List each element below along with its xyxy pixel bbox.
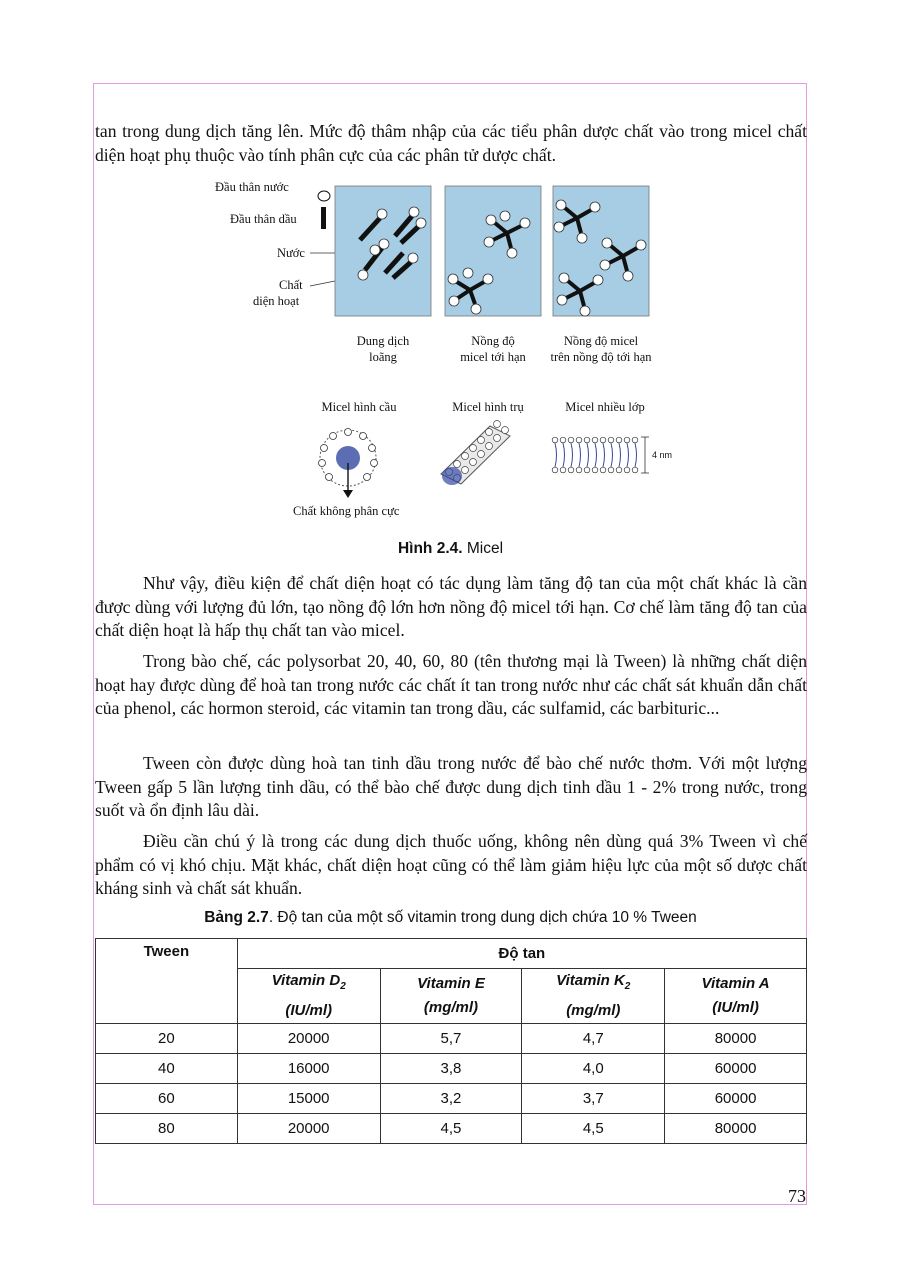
label-cmc-2: micel tới hạn — [460, 350, 526, 364]
cell: 80000 — [665, 1024, 807, 1054]
header-vitamin-e: Vitamin E (mg/ml) — [380, 969, 522, 1024]
table-row — [96, 1054, 807, 1084]
paragraph-intro: tan trong dung dịch tăng lên. Mức độ thâm nhập của các tiểu phân dược chất vào trong micel chất diện hoạt phụ thuộc vào tính phân cực của các phân tử dược chất. — [95, 121, 807, 165]
legend-hydrophilic: Đầu thân nước — [215, 180, 289, 194]
header-tween: Tween — [96, 939, 238, 1024]
paragraph-caution: Điều cần chú ý là trong các dung dịch thuốc uống, không nên dùng quá 3% Tween vì chế phẩm có vị khó chịu. Mặt khác, chất diện hoạt cũng có thể làm giảm hiệu lực của một số dược chất kháng sinh và chất sát khuẩn. — [95, 831, 807, 898]
cell: 80000 — [665, 1114, 807, 1144]
header-vitamin-k2: Vitamin $K_2$ (mg/ml) — [522, 969, 665, 1024]
label-lamellar: Micel nhiều lớp — [565, 400, 645, 414]
cell: 20 — [96, 1024, 238, 1054]
cell: 40 — [96, 1054, 238, 1084]
label-dilute-2: loãng — [369, 350, 397, 364]
label-cmc-1: Nồng độ — [471, 334, 515, 348]
cell: 80 — [96, 1114, 238, 1144]
micelle-figure — [205, 178, 710, 530]
legend-water: Nước — [277, 246, 305, 260]
cell: 60 — [96, 1084, 238, 1114]
label-dilute-1: Dung dịch — [356, 334, 410, 348]
vitamin-solubility-table — [95, 938, 807, 1144]
lamellar-micelle — [552, 437, 672, 473]
legend-surfactant-1: Chất — [279, 278, 303, 292]
cell: 20000 — [237, 1024, 380, 1054]
legend-surfactant-2: diện hoạt — [253, 294, 300, 308]
panel-dilute — [335, 186, 431, 316]
panel-above-cmc — [553, 186, 649, 316]
header-vitamin-d2: Vitamin $D_2$ (IU/ml) — [237, 969, 380, 1024]
cell: 15000 — [237, 1084, 380, 1114]
cell: 4,7 — [522, 1024, 665, 1054]
paragraph-polysorbate: Trong bào chế, các polysorbat 20, 40, 60, 80 (tên thương mại là Tween) là những chất diện hoạt hay được dùng để hoà tan trong nước các chất ít tan trong nước như các chất sát khuẩn dẫn chất của phenol, các hormon steroid, các vitamin tan trong dầu, các sulfamid, các barbituric... — [95, 651, 807, 718]
spherical-micelle — [319, 429, 378, 499]
figure-caption: Hình 2.4. Micel — [397, 540, 504, 557]
table-row — [96, 1114, 807, 1144]
panel-cmc — [445, 186, 541, 316]
paragraph-conditions: Như vậy, điều kiện để chất diện hoạt có tác dụng làm tăng độ tan của một chất khác là cần được dùng với lượng đủ lớn, tạo nồng độ lớn hơn nồng độ micel tới hạn. Cơ chế làm tăng độ tan của chất diện hoạt là hấp thụ chất tan vào micel. — [95, 573, 807, 640]
paragraph-essential-oil: Tween còn được dùng hoà tan tinh dầu trong nước để bào chế nước thơm. Với một lượng Tween gấp 5 lần lượng tinh dầu, có thể bào chế được dung dịch tinh dầu 1 - 2% trong nước, trong suốt và ổn định lâu dài. — [95, 753, 807, 820]
label-cylindrical: Micel hình trụ — [452, 400, 524, 414]
label-spherical: Micel hình cầu — [321, 400, 397, 414]
table-row — [96, 1024, 807, 1054]
cell: 3,7 — [522, 1084, 665, 1114]
cell: 3,8 — [380, 1054, 522, 1084]
legend-lipophilic: Đầu thân dầu — [230, 212, 297, 226]
cell: 4,0 — [522, 1054, 665, 1084]
label-nonpolar: Chất không phân cực — [293, 504, 400, 518]
cylindrical-micelle — [441, 421, 510, 486]
cell: 60000 — [665, 1054, 807, 1084]
cell: 4,5 — [380, 1114, 522, 1144]
cell: 20000 — [237, 1114, 380, 1144]
cell: 3,2 — [380, 1084, 522, 1114]
page-number: 73 — [788, 1186, 806, 1206]
table-caption: Bảng 2.7. Độ tan của một số vitamin trong dung dịch chứa 10 % Tween — [204, 909, 697, 926]
table-row — [96, 1084, 807, 1114]
label-above-1: Nồng độ micel — [563, 334, 639, 348]
header-solubility: Độ tan — [237, 939, 806, 969]
label-thickness: 4 nm — [652, 450, 673, 460]
cell: 4,5 — [522, 1114, 665, 1144]
cell: 16000 — [237, 1054, 380, 1084]
cell: 60000 — [665, 1084, 807, 1114]
label-above-2: trên nồng độ tới hạn — [550, 350, 652, 364]
header-vitamin-a: Vitamin A (IU/ml) — [665, 969, 807, 1024]
cell: 5,7 — [380, 1024, 522, 1054]
